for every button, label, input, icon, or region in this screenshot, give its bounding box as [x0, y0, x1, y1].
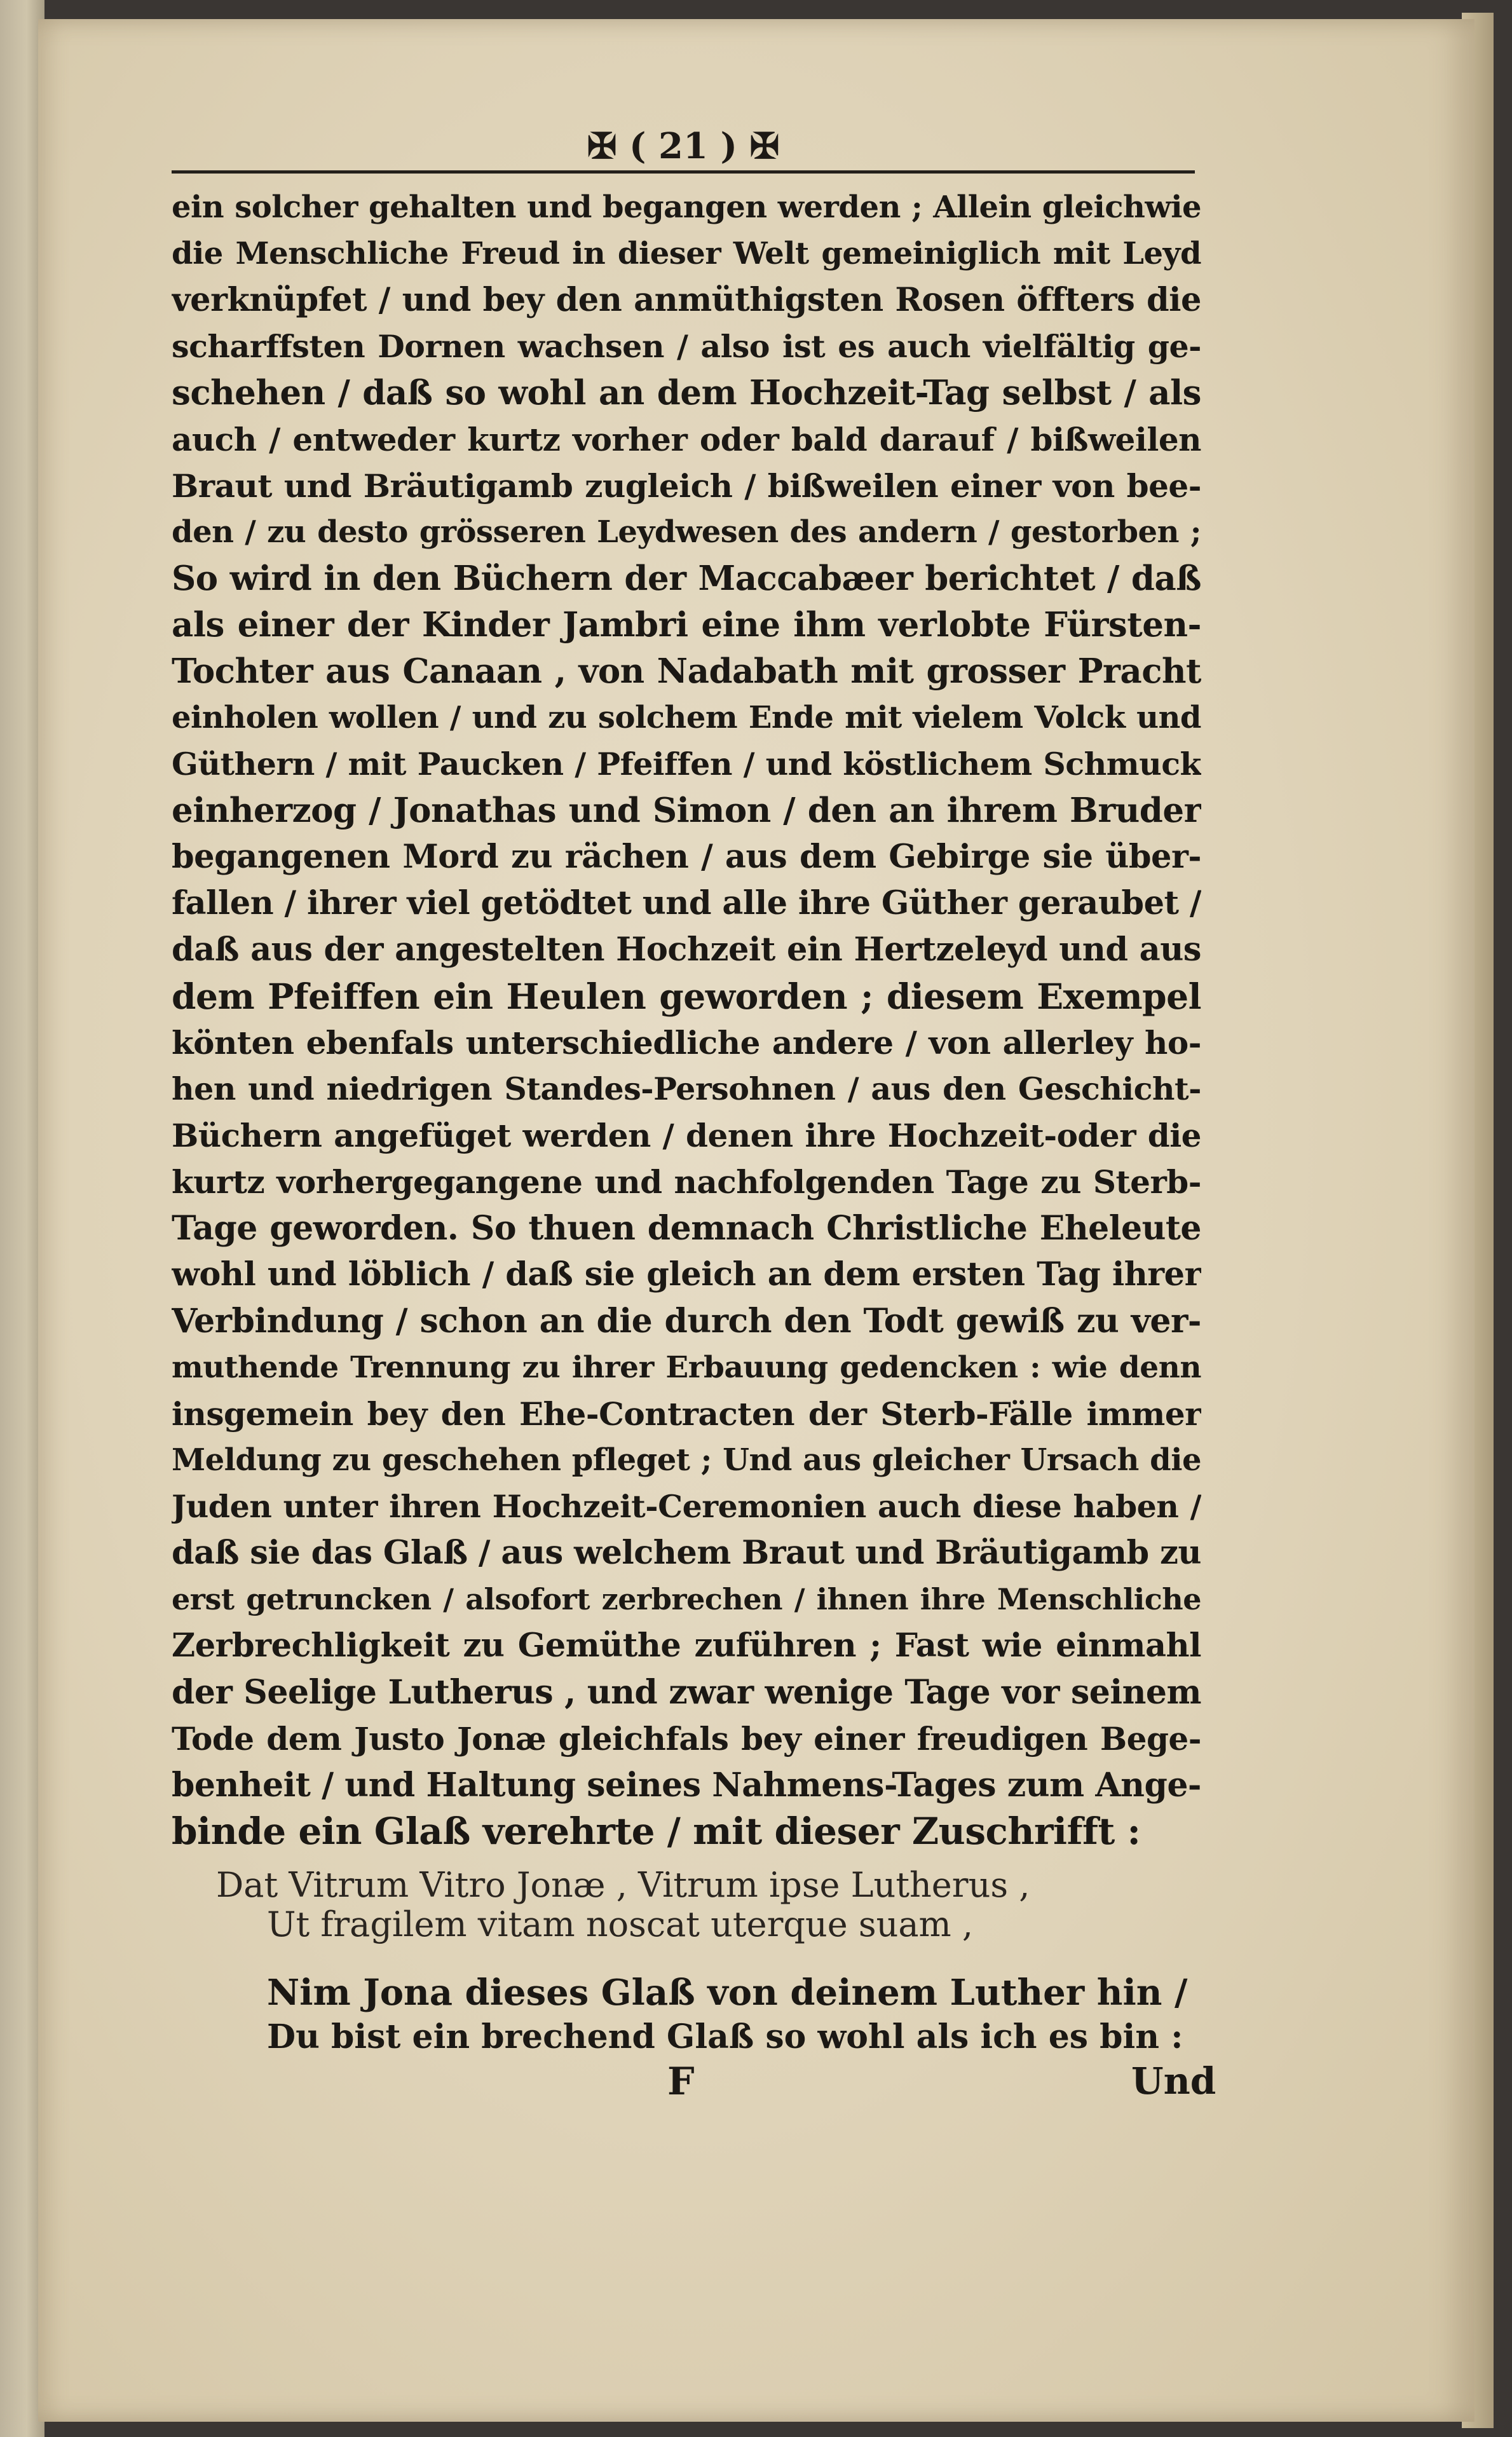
text-line: ein solcher gehalten und begangen werden ; Allein gleichwie [172, 189, 1201, 225]
page-header [172, 127, 1195, 178]
german-verse-line: Nim Jona dieses Glaß von deinem Luther hin / [267, 1972, 1188, 2014]
header-rule [172, 170, 1195, 174]
body-text [172, 184, 1201, 1855]
text-line: hen und niedrigen Standes-Persohnen / aus den Geschicht- [172, 1070, 1201, 1107]
text-line: Braut und Bräutigamb zugleich / bißweilen einer von bee- [172, 467, 1201, 505]
text-line: den / zu desto grösseren Leydwesen des andern / gestorben ; [172, 514, 1201, 550]
latin-verse [216, 1866, 1169, 1944]
text-line: erst getruncken / alsofort zerbrechen / ihnen ihre Menschliche [172, 1582, 1201, 1616]
text-line: könten ebenfals unterschiedliche andere / von allerley ho- [172, 1024, 1201, 1061]
latin-verse-line: Dat Vitrum Vitro Jonæ , Vitrum ipse Lutherus , [216, 1865, 1030, 1905]
text-line: begangenen Mord zu rächen / aus dem Gebirge sie über- [172, 838, 1201, 876]
text-line: einherzog / Jonathas und Simon / den an ihrem Bruder [172, 791, 1201, 830]
text-line: Tochter aus Canaan , von Nadabath mit grosser Pracht [172, 652, 1201, 691]
text-line: schehen / daß so wohl an dem Hochzeit-Tag selbst / als [172, 373, 1201, 413]
catchword: Und [1131, 2059, 1216, 2103]
text-line: verknüpfet / und bey den anmüthigsten Rosen öffters die [172, 281, 1201, 319]
text-line: binde ein Glaß verehrte / mit dieser Zuschrifft : [172, 1810, 1141, 1853]
text-line: der Seelige Lutherus , und zwar wenige Tage vor seinem [172, 1673, 1201, 1712]
text-line: daß sie das Glaß / aus welchem Braut und Bräutigamb zu [172, 1534, 1201, 1572]
text-line: wohl und löblich / daß sie gleich an dem ersten Tag ihrer [172, 1255, 1201, 1294]
text-line: Verbindung / schon an die durch den Todt gewiß zu ver- [172, 1302, 1201, 1341]
text-line: Güthern / mit Paucken / Pfeiffen / und köstlichem Schmuck [172, 746, 1201, 782]
text-line: Juden unter ihren Hochzeit-Ceremonien auch diese haben / [172, 1488, 1201, 1525]
text-line: Büchern angefüget werden / denen ihre Hochzeit-oder die [172, 1117, 1201, 1154]
text-line: So wird in den Büchern der Maccabæer berichtet / daß [172, 559, 1201, 598]
page-number: ✠ ( 21 ) ✠ [587, 125, 780, 167]
text-line: auch / entweder kurtz vorher oder bald darauf / bißweilen [172, 421, 1201, 458]
text-line: die Menschliche Freud in dieser Welt gemeiniglich mit Leyd [172, 236, 1201, 271]
latin-verse-line: Ut fragilem vitam noscat uterque suam , [267, 1904, 974, 1944]
text-line: Tage geworden. So thuen demnach Christliche Eheleute [172, 1209, 1201, 1248]
text-line: kurtz vorhergegangene und nachfolgenden Tage zu Sterb- [172, 1163, 1201, 1201]
text-line: als einer der Kinder Jambri eine ihm verlobte Fürsten- [172, 605, 1201, 645]
text-line: Tode dem Justo Jonæ gleichfals bey einer freudigen Bege- [172, 1720, 1201, 1758]
text-line: scharffsten Dornen wachsen / also ist es auch vielfältig ge- [172, 328, 1201, 365]
signature-mark: F [667, 2059, 695, 2104]
text-line: einholen wollen / und zu solchem Ende mit vielem Volck und [172, 700, 1201, 735]
text-line: dem Pfeiffen ein Heulen geworden ; diesem Exempel [172, 976, 1201, 1017]
text-line: insgemein bey den Ehe-Contracten der Sterb-Fälle immer [172, 1395, 1201, 1433]
text-line: daß aus der angestelten Hochzeit ein Hertzeleyd und aus [172, 931, 1201, 969]
text-line: muthende Trennung zu ihrer Erbauung gedencken : wie denn [172, 1350, 1201, 1385]
text-line: Zerbrechligkeit zu Gemüthe zuführen ; Fast wie einmahl [172, 1627, 1201, 1665]
text-line: benheit / und Haltung seines Nahmens-Tages zum Ange- [172, 1766, 1201, 1805]
text-line: Meldung zu geschehen pfleget ; Und aus gleicher Ursach die [172, 1442, 1201, 1478]
german-verse-line: Du bist ein brechend Glaß so wohl als ich es bin : [267, 2017, 1183, 2056]
german-verse [267, 1970, 1195, 2059]
text-line: fallen / ihrer viel getödtet und alle ihre Güther geraubet / [172, 884, 1201, 922]
